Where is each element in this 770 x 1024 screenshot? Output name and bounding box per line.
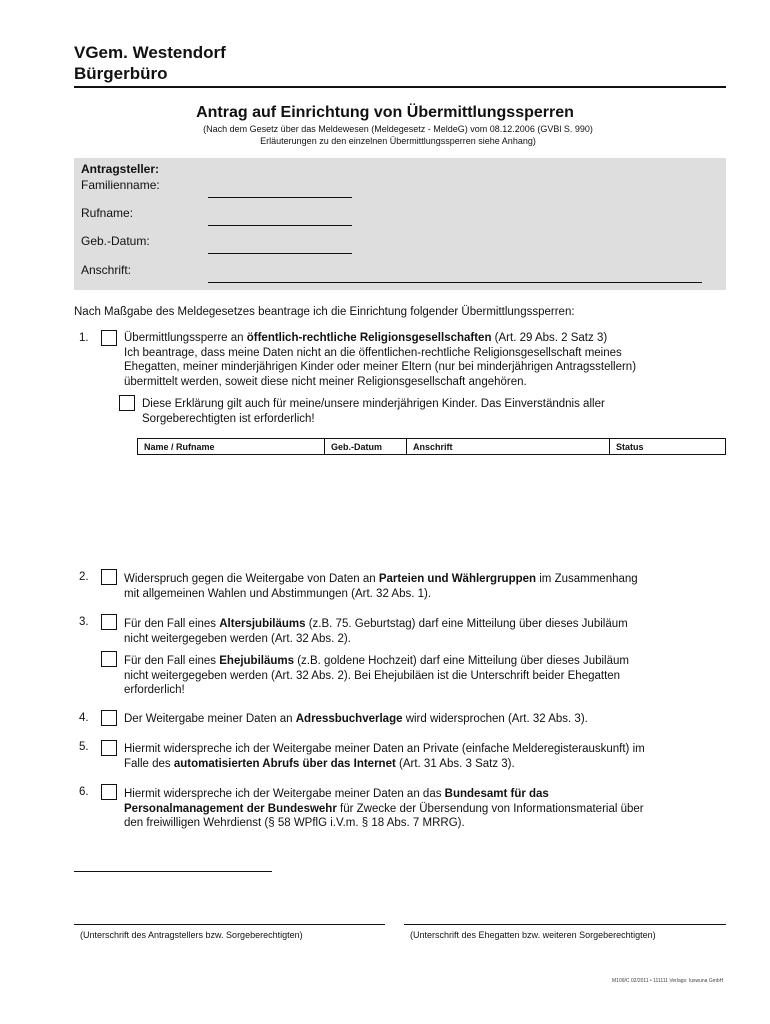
item-3b-checkbox[interactable]	[101, 651, 117, 667]
header-rule	[74, 86, 726, 88]
firstname-label: Rufname:	[81, 206, 134, 220]
item-2-checkbox[interactable]	[101, 569, 117, 585]
item-6-text: Hiermit widerspreche ich der Weitergabe meiner Daten an das Bundesamt für das Personalmanagement der Bundeswehr für Zwecke der Übersendung von Informationsmaterial über den freiwilligen Wehrdienst (§ 58 WPflG i.V.m. § 18 Abs. 7 MRRG).	[124, 788, 644, 829]
table-header-row	[138, 439, 726, 455]
spouse-signature-label: (Unterschrift des Ehegatten bzw. weiteren Sorgeberechtigten)	[410, 930, 656, 940]
item-6-number: 6.	[79, 786, 89, 798]
item-2-text: Widerspruch gegen die Weitergabe von Daten an Parteien und Wählergruppen im Zusammenhang mit allgemeinen Wahlen und Abstimmungen (Art. 32 Abs. 1).	[124, 573, 638, 600]
address-field[interactable]	[208, 282, 702, 283]
dob-field[interactable]	[208, 253, 352, 254]
surname-label: Familienname:	[81, 178, 160, 192]
item-3-checkbox[interactable]	[101, 614, 117, 630]
table-header-address: Anschrift	[407, 439, 610, 455]
item-3-number: 3.	[79, 616, 89, 628]
item-1-text: Übermittlungssperre an öffentlich-rechtliche Religionsgesellschaften (Art. 29 Abs. 2 Satz 3) Ich beantrage, dass meine Daten nicht an die öffentlichen-rechtliche Religionsgesellschaft meines Ehegatten, meiner minderjährigen Kinder oder meiner Eltern (nur bei minderjährigen Antragsstellern) übermittelt werden, soweit diese nicht meiner Religionsgesellschaft angehören.	[124, 332, 637, 388]
item-5-checkbox[interactable]	[101, 740, 117, 756]
item-1-number: 1.	[79, 332, 89, 344]
date-place-line[interactable]	[74, 871, 272, 872]
publisher-footer: M109/C 02/2011 • 111111 Verlags: Iuswuna GmbH	[612, 978, 724, 984]
firstname-field[interactable]	[208, 225, 352, 226]
spouse-signature-line[interactable]	[404, 924, 726, 925]
intro-text: Nach Maßgabe des Meldegesetzes beantrage ich die Einrichtung folgender Übermittlungssperren:	[74, 306, 575, 318]
table-header-status: Status	[610, 439, 726, 455]
children-table	[137, 438, 726, 455]
item-3b-text: Für den Fall eines Ehejubiläums (z.B. goldene Hochzeit) darf eine Mitteilung über dieses Jubiläum nicht weitergegeben werden (Art. 32 Abs. 2). Bei Ehejubiläen ist die Unterschrift beider Ehegatten erforderlich!	[124, 655, 629, 696]
table-header-name: Name / Rufname	[138, 439, 325, 455]
item-1-children-checkbox[interactable]	[119, 395, 135, 411]
address-label: Anschrift:	[81, 263, 132, 277]
form-subtitle-1: (Nach dem Gesetz über das Meldewesen (Meldegesetz - MeldeG) vom 08.12.2006 (GVBl S. 990)	[203, 124, 593, 134]
dob-label: Geb.-Datum:	[81, 234, 150, 248]
item-1-checkbox[interactable]	[101, 330, 117, 346]
item-2-number: 2.	[79, 571, 89, 583]
item-4-number: 4.	[79, 712, 89, 724]
applicant-heading: Antragsteller:	[81, 162, 160, 176]
item-3-text: Für den Fall eines Altersjubiläums (z.B. 75. Geburtstag) darf eine Mitteilung über dieses Jubiläum nicht weitergegeben werden (Art. 32 Abs. 2).	[124, 618, 628, 645]
item-4-checkbox[interactable]	[101, 710, 117, 726]
item-6-checkbox[interactable]	[101, 784, 117, 800]
applicant-section	[74, 158, 726, 290]
form-title: Antrag auf Einrichtung von Übermittlungssperren	[196, 104, 574, 121]
surname-field[interactable]	[208, 197, 352, 198]
applicant-signature-line[interactable]	[74, 924, 385, 925]
item-5-text: Hiermit widerspreche ich der Weitergabe meiner Daten an Private (einfache Melderegisterauskunft) im Falle des automatisierten Abrufs über das Internet (Art. 31 Abs. 3 Satz 3).	[124, 743, 645, 770]
item-5-number: 5.	[79, 741, 89, 753]
office-name: VGem. Westendorf	[74, 43, 226, 62]
applicant-signature-label: (Unterschrift des Antragstellers bzw. Sorgeberechtigten)	[80, 930, 303, 940]
office-department: Bürgerbüro	[74, 64, 168, 83]
item-1-children-text: Diese Erklärung gilt auch für meine/unsere minderjährigen Kinder. Das Einverständnis aller Sorgeberechtigten ist erforderlich!	[142, 398, 605, 425]
form-subtitle-2: Erläuterungen zu den einzelnen Übermittlungssperren siehe Anhang)	[260, 136, 536, 146]
table-header-dob: Geb.-Datum	[325, 439, 407, 455]
item-4-text: Der Weitergabe meiner Daten an Adressbuchverlage wird widersprochen (Art. 32 Abs. 3).	[124, 713, 588, 725]
